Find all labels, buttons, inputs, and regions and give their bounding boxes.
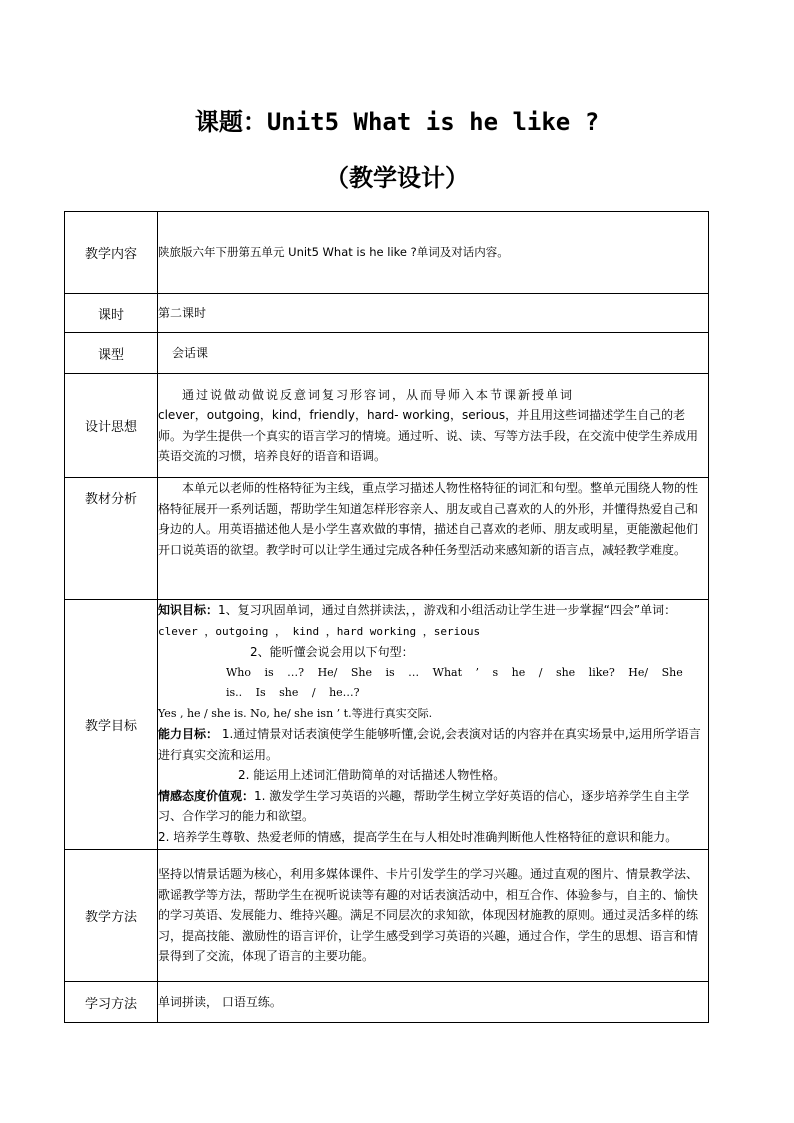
row-label-type: 课型 [65, 333, 158, 374]
table-row-type [65, 333, 709, 374]
table-row-design [65, 374, 709, 478]
table-row-content [65, 212, 709, 294]
design-line-2: clever，outgoing，kind，friendly，hard- working，serious，并且用这些词描述学生自己的老师。为学生提供一个真实的语言学习的情境。通过听、说、读、写等方法手段，在交流中使学生养成用英语交流的习惯，培养良好的语音和语调。 [158, 408, 699, 463]
lesson-plan-table [64, 211, 709, 1023]
row-label-study: 学习方法 [65, 982, 158, 1023]
row-text-analysis [158, 478, 709, 600]
emotion-goal-2: 2. 培养学生尊敬、热爱老师的情感，提高学生在与人相处时准确判断他人性格特征的意识和能力。 [158, 829, 678, 844]
emotion-goal-1: 1. 激发学生学习英语的兴趣，帮助学生树立学好英语的信心，逐步培养学生自主学习、合作学习的能力和欲望。 [158, 788, 690, 823]
row-text-period: 第二课时 [158, 294, 709, 333]
row-label-design: 设计思想 [65, 374, 158, 478]
knowledge-goal [158, 600, 708, 642]
row-text-type: 会话课 [158, 333, 709, 374]
ability-goal-title: 能力目标： [158, 727, 219, 741]
table-row-goals [65, 600, 709, 850]
row-text-methods: 坚持以情景话题为核心，利用多媒体课件、卡片引发学生的学习兴趣。通过直观的图片、情景教学法、歌谣教学等方法，帮助学生在视听说读等有趣的对话表演活动中，相互合作、体验参与，自主的、愉快的学习英语、发展能力、维持兴趣。满足不同层次的求知欲，体现因材施教的原则。通过灵活多样的练习，提高技能、激励性的语言评价，让学生感受到学习英语的兴趣，通过合作，学生的思想、语言和情景得到了交流，体现了语言的主要功能。 [158, 850, 709, 982]
row-text-design [158, 374, 709, 478]
ability-goal [158, 724, 708, 765]
row-label-period: 课时 [65, 294, 158, 333]
ability-goal-1: 1.通过情景对话表演使学生能够听懂,会说,会表演对话的内容并在真实场景中,运用所学语言进行真实交流和运用。 [158, 727, 701, 762]
emotion-goal [158, 786, 708, 827]
row-text-content: 陕旅版六年下册第五单元 Unit5 What is he like ?单词及对话内容。 [158, 212, 709, 294]
knowledge-goal-2: 2、能听懂会说会用以下句型： [250, 645, 414, 659]
row-text-study: 单词拼读， 口语互练。 [158, 982, 709, 1023]
page-subtitle: （教学设计） [325, 164, 469, 192]
row-text-goals [158, 600, 709, 850]
table-row-study [65, 982, 709, 1023]
row-label-methods: 教学方法 [65, 850, 158, 982]
knowledge-goal-sentences-2: Yes , he / she is. No, he/ she isn ’ t.等进行真实交际. [158, 706, 433, 720]
table-row-period [65, 294, 709, 333]
knowledge-goal-sentences: Who is …? He/ She is … What ’ s he / she like? He/ She is.. Is she / he…? [226, 665, 683, 699]
analysis-text: 本单元以老师的性格特征为主线，重点学习描述人物性格特征的词汇和句型。整单元围绕人物的性格特征展开一系列话题，帮助学生知道怎样形容亲人、朋友或自己喜欢的人的外形，并懂得热爱自己和身边的人。用英语描述他人是小学生喜欢做的事情，描述自己喜欢的老师、朋友或明星，更能激起他们开口说英语的欲望。教学时可以让学生通过完成各种任务型活动来感知新的语言点，减轻教学难度。 [158, 481, 699, 557]
knowledge-goal-words: clever ，outgoing ， kind ，hard working ，serious [158, 624, 481, 638]
row-label-content: 教学内容 [65, 212, 158, 294]
table-row-analysis [65, 478, 709, 600]
table-row-methods [65, 850, 709, 982]
row-label-goals: 教学目标 [65, 600, 158, 850]
row-label-analysis: 教材分析 [65, 478, 158, 600]
ability-goal-2: 2. 能运用上述词汇借助简单的对话描述人物性格。 [238, 768, 506, 782]
emotion-goal-title: 情感态度价值观： [158, 788, 255, 803]
page-title: 课题：Unit5 What is he like ? [194, 108, 600, 136]
knowledge-goal-1: 1、复习巩固单词，通过自然拼读法，，游戏和小组活动让学生进一步掌握“四会”单词： [218, 603, 677, 617]
design-line-1: 通过说做动做说反意词复习形容词，从而导师入本节课新授单词 [182, 387, 575, 402]
knowledge-goal-title: 知识目标： [158, 603, 219, 617]
